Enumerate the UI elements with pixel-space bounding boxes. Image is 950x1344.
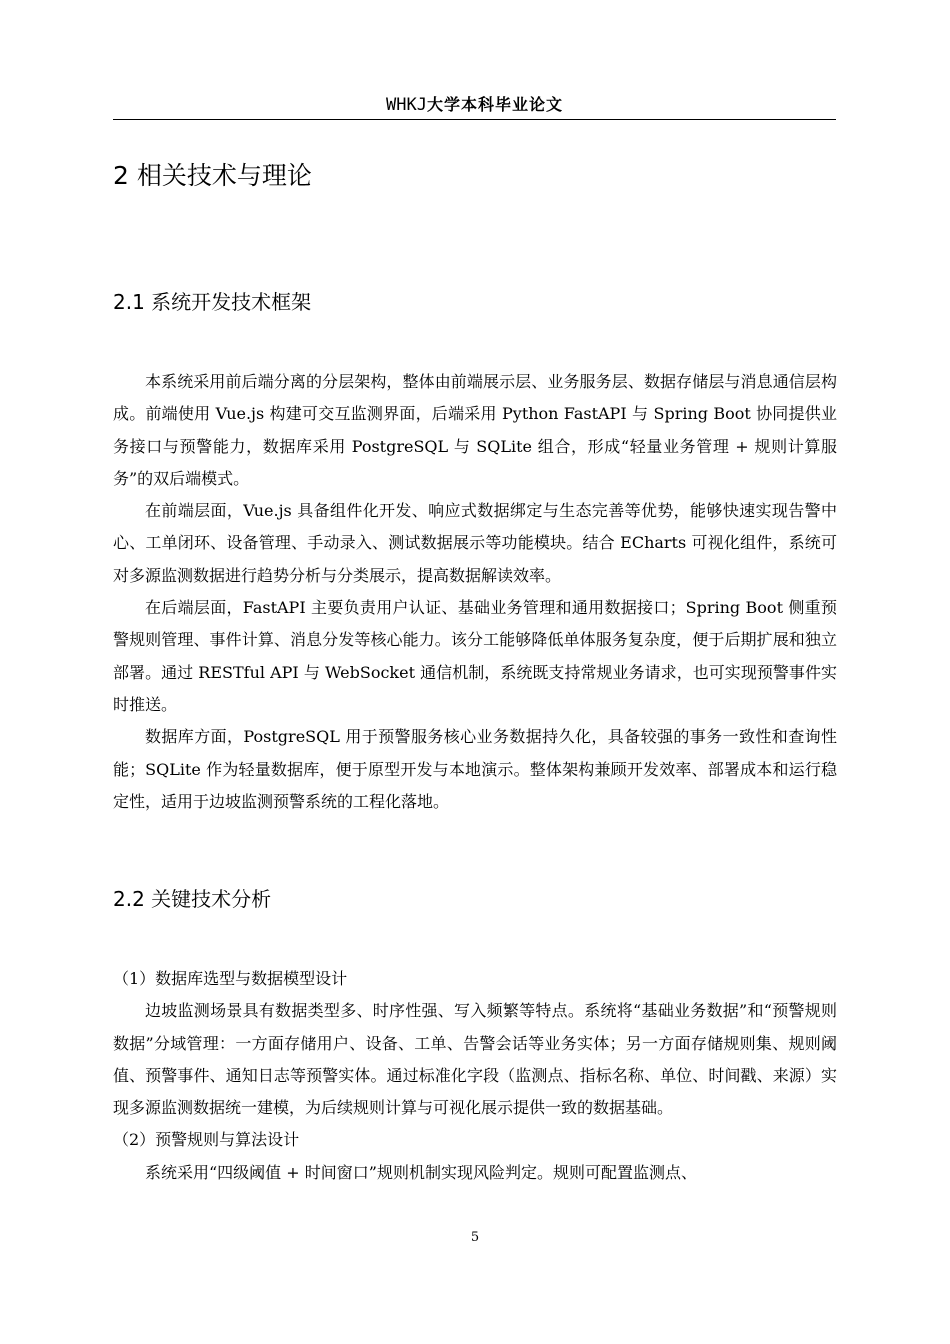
header-mark: WHKJ: [386, 95, 427, 115]
paragraph: 在后端层面，FastAPI 主要负责用户认证、基础业务管理和通用数据接口；Spring Boot 侧重预警规则管理、事件计算、消息分发等核心能力。该分工能够降低单体服务复杂度，便于后期扩展和独立部署。通过 RESTful API 与 WebSocket 通信机制，系统既支持常规业务请求，也可实现预警事件实时推送。: [113, 598, 837, 714]
section-2-1-body: [113, 366, 837, 818]
paragraph: 本系统采用前后端分离的分层架构，整体由前端展示层、业务服务层、数据存储层与消息通信层构成。前端使用 Vue.js 构建可交互监测界面，后端采用 Python FastAPI 与 Spring Boot 协同提供业务接口与预警能力，数据库采用 PostgreSQL 与 SQLite 组合，形成“轻量业务管理 + 规则计算服务”的双后端模式。: [113, 372, 837, 488]
item-heading: （1）数据库选型与数据模型设计: [113, 969, 348, 988]
section-title-2-1: 2.1 系统开发技术框架: [113, 290, 312, 314]
item-heading: （2）预警规则与算法设计: [113, 1130, 300, 1150]
paragraph: 系统采用“四级阈值 + 时间窗口”规则机制实现风险判定。规则可配置监测点、: [145, 1162, 697, 1182]
section-title-2-2: 2.2 关键技术分析: [113, 887, 272, 911]
header-title: 大学本科毕业论文: [426, 95, 563, 114]
paragraph: 边坡监测场景具有数据类型多、时序性强、写入频繁等特点。系统将“基础业务数据”和“预警规则数据”分域管理：一方面存储用户、设备、工单、告警会话等业务实体；另一方面存储规则集、规则阈值、预警事件、通知日志等预警实体。通过标准化字段（监测点、指标名称、单位、时间戳、来源）实现多源监测数据统一建模，为后续规则计算与可视化展示提供一致的数据基础。: [113, 1001, 837, 1118]
paragraph: 在前端层面，Vue.js 具备组件化开发、响应式数据绑定与生态完善等优势，能够快速实现告警中心、工单闭环、设备管理、手动录入、测试数据展示等功能模块。结合 ECharts 可视化组件，系统可对多源监测数据进行趋势分析与分类展示，提高数据解读效率。: [113, 501, 837, 585]
page-header: [113, 92, 836, 120]
chapter-title: 2 相关技术与理论: [113, 161, 312, 190]
paragraph: 数据库方面，PostgreSQL 用于预警服务核心业务数据持久化，具备较强的事务一致性和查询性能；SQLite 作为轻量数据库，便于原型开发与本地演示。整体架构兼顾开发效率、部署成本和运行稳定性，适用于边坡监测预警系统的工程化落地。: [113, 727, 837, 811]
section-2-2-body: [113, 963, 837, 1189]
page-number: 5: [470, 1230, 480, 1245]
